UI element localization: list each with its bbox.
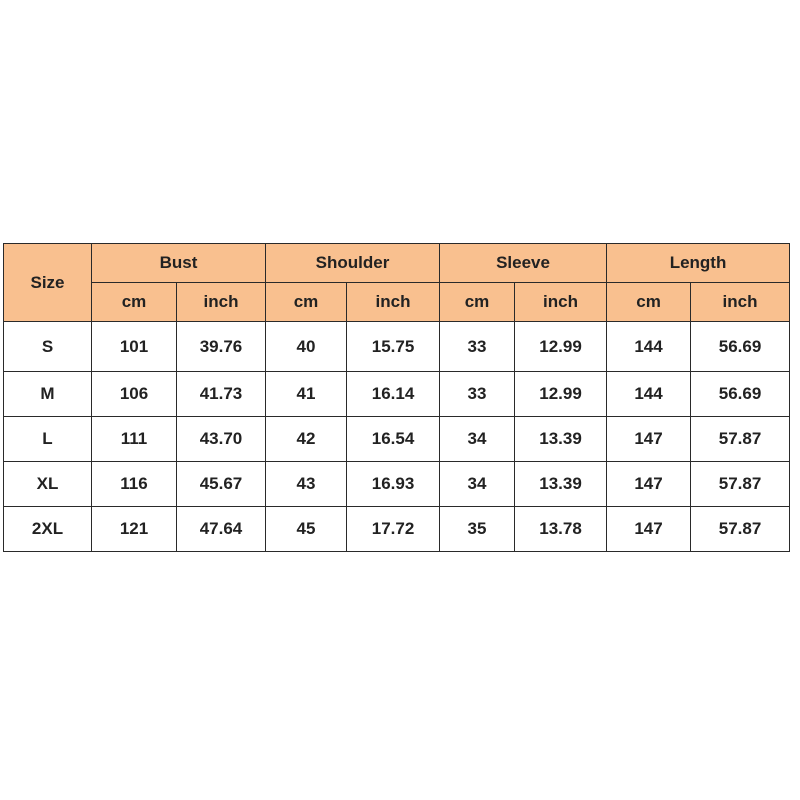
table-body xyxy=(4,322,790,552)
length-header: Length xyxy=(607,244,790,283)
length-cm-cell: 144 xyxy=(607,322,691,372)
size-column-header: Size xyxy=(4,244,92,322)
sleeve-cm-cell: 33 xyxy=(440,372,515,417)
length-cm-header: cm xyxy=(607,283,691,322)
bust-inch-cell: 47.64 xyxy=(177,507,266,552)
length-inch-cell: 56.69 xyxy=(691,322,790,372)
sleeve-header: Sleeve xyxy=(440,244,607,283)
bust-header: Bust xyxy=(92,244,266,283)
sleeve-cm-header: cm xyxy=(440,283,515,322)
bust-inch-header: inch xyxy=(177,283,266,322)
bust-cm-cell: 101 xyxy=(92,322,177,372)
shoulder-cm-cell: 41 xyxy=(266,372,347,417)
bust-cm-cell: 121 xyxy=(92,507,177,552)
sleeve-cm-cell: 33 xyxy=(440,322,515,372)
length-inch-cell: 56.69 xyxy=(691,372,790,417)
table-row xyxy=(4,507,790,552)
length-inch-cell: 57.87 xyxy=(691,462,790,507)
table-row xyxy=(4,322,790,372)
shoulder-inch-cell: 17.72 xyxy=(347,507,440,552)
bust-inch-cell: 43.70 xyxy=(177,417,266,462)
size-cell: XL xyxy=(4,462,92,507)
table-header xyxy=(4,244,790,322)
bust-cm-cell: 111 xyxy=(92,417,177,462)
length-inch-header: inch xyxy=(691,283,790,322)
shoulder-header: Shoulder xyxy=(266,244,440,283)
header-group-row xyxy=(4,244,790,283)
length-cm-cell: 147 xyxy=(607,462,691,507)
sleeve-inch-cell: 12.99 xyxy=(515,322,607,372)
bust-inch-cell: 41.73 xyxy=(177,372,266,417)
sleeve-inch-cell: 13.39 xyxy=(515,417,607,462)
shoulder-inch-cell: 16.14 xyxy=(347,372,440,417)
shoulder-cm-header: cm xyxy=(266,283,347,322)
length-cm-cell: 144 xyxy=(607,372,691,417)
bust-inch-cell: 45.67 xyxy=(177,462,266,507)
table-row xyxy=(4,417,790,462)
shoulder-cm-cell: 43 xyxy=(266,462,347,507)
size-cell: 2XL xyxy=(4,507,92,552)
sleeve-inch-cell: 13.78 xyxy=(515,507,607,552)
bust-cm-header: cm xyxy=(92,283,177,322)
sleeve-inch-header: inch xyxy=(515,283,607,322)
table-row xyxy=(4,372,790,417)
size-cell: L xyxy=(4,417,92,462)
size-cell: S xyxy=(4,322,92,372)
shoulder-cm-cell: 42 xyxy=(266,417,347,462)
shoulder-inch-cell: 16.54 xyxy=(347,417,440,462)
sleeve-cm-cell: 34 xyxy=(440,462,515,507)
length-inch-cell: 57.87 xyxy=(691,507,790,552)
header-unit-row xyxy=(4,283,790,322)
table-row xyxy=(4,462,790,507)
bust-cm-cell: 116 xyxy=(92,462,177,507)
shoulder-cm-cell: 45 xyxy=(266,507,347,552)
size-cell: M xyxy=(4,372,92,417)
shoulder-cm-cell: 40 xyxy=(266,322,347,372)
bust-cm-cell: 106 xyxy=(92,372,177,417)
length-cm-cell: 147 xyxy=(607,507,691,552)
sleeve-cm-cell: 35 xyxy=(440,507,515,552)
size-chart-table xyxy=(3,243,790,552)
length-inch-cell: 57.87 xyxy=(691,417,790,462)
shoulder-inch-cell: 16.93 xyxy=(347,462,440,507)
sleeve-inch-cell: 13.39 xyxy=(515,462,607,507)
shoulder-inch-header: inch xyxy=(347,283,440,322)
sleeve-cm-cell: 34 xyxy=(440,417,515,462)
shoulder-inch-cell: 15.75 xyxy=(347,322,440,372)
sleeve-inch-cell: 12.99 xyxy=(515,372,607,417)
length-cm-cell: 147 xyxy=(607,417,691,462)
bust-inch-cell: 39.76 xyxy=(177,322,266,372)
